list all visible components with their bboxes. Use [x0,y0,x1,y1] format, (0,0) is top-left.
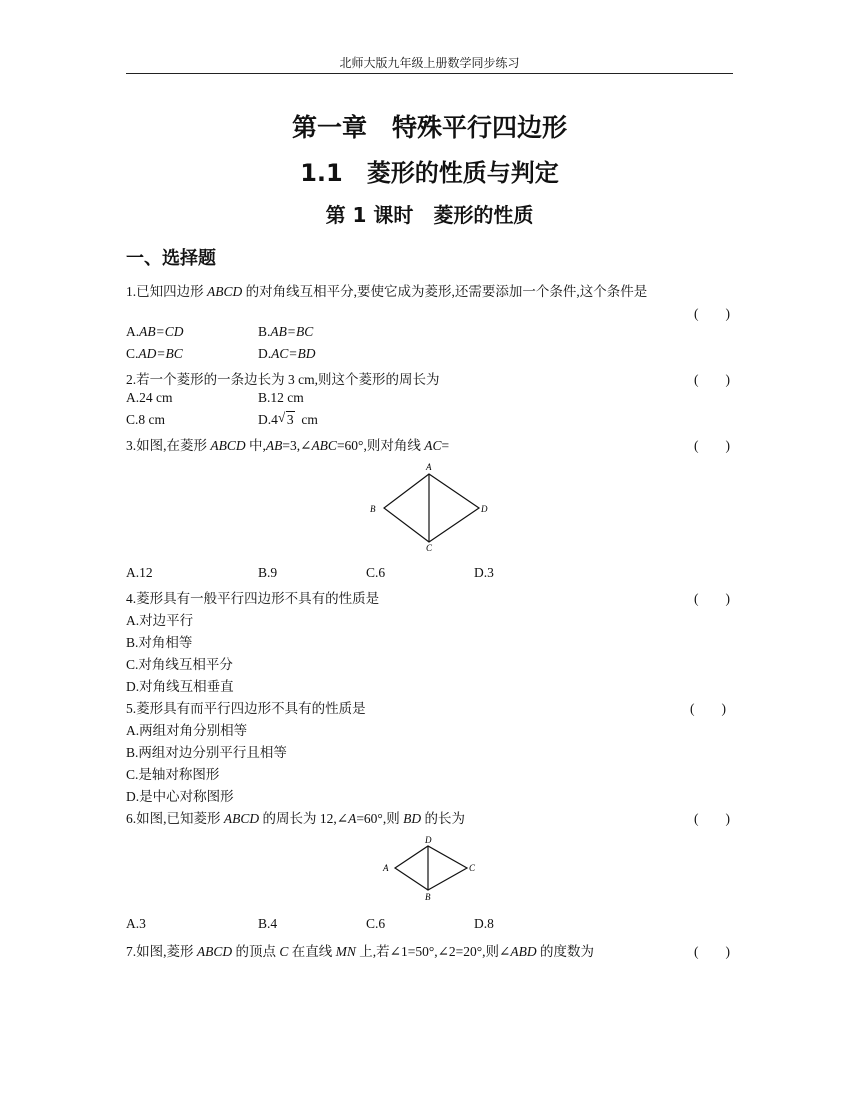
option-d: D.3 [474,565,494,580]
option-c: C.AD=BC [126,346,183,361]
vertex-label-b: B [370,504,376,514]
option-c: C.6 [366,916,386,931]
option-a: A.AB=CD [126,324,184,339]
question-2-stem: 2.若一个菱形的一条边长为 3 cm,则这个菱形的周长为 [126,372,440,387]
vertex-label-d: D [481,504,488,514]
vertex-label-c: C [469,863,476,873]
option-a: A.12 [126,565,153,580]
rhombus-figure-q3 [365,458,495,554]
answer-paren: ( ) [694,944,730,959]
vertex-label-a: A [383,863,389,873]
vertex-label-a: A [426,462,432,472]
answer-paren: ( ) [694,811,730,826]
option-c: C.8 cm [126,412,165,427]
option-c: C.6 [366,565,386,580]
option-b: B.AB=BC [258,324,314,339]
question-7-stem: 7.如图,菱形 ABCD 的顶点 C 在直线 MN 上,若∠1=50°,∠2=20°,则∠ABD 的度数为 [126,944,594,959]
option-c: C.对角线互相平分 [126,657,233,672]
sqrt-symbol: √ 3 [277,410,294,427]
answer-paren: ( ) [694,591,730,606]
rhombus-figure-q6 [378,834,478,904]
option-d: D.对角线互相垂直 [126,679,234,694]
part-heading: 一、选择题 [126,248,216,269]
option-b: B.两组对边分别平行且相等 [126,745,287,760]
answer-paren: ( ) [694,306,730,321]
answer-paren: ( ) [694,372,730,387]
answer-paren: ( ) [694,438,730,453]
option-c: C.是轴对称图形 [126,767,220,782]
option-a: A.对边平行 [126,613,194,628]
question-3-stem: 3.如图,在菱形 ABCD 中,AB=3,∠ABC=60°,则对角线 AC= [126,438,450,453]
question-4-stem: 4.菱形具有一般平行四边形不具有的性质是 [126,591,380,606]
answer-paren: ( ) [690,701,726,716]
option-d: D.8 [474,916,494,931]
section-title: 1.1 菱形的性质与判定 [300,159,559,187]
question-1-stem: 1.已知四边形 ABCD 的对角线互相平分,要使它成为菱形,还需要添加一个条件,这个条件是 [126,284,648,299]
vertex-label-d: D [425,835,432,845]
vertex-label-b: B [425,892,431,902]
option-b: B.12 cm [258,390,304,405]
option-b: B.4 [258,916,278,931]
option-a: A.3 [126,916,146,931]
option-d: D.是中心对称图形 [126,789,234,804]
lesson-title: 第 1 课时 菱形的性质 [325,203,534,227]
question-6-stem: 6.如图,已知菱形 ABCD 的周长为 12,∠A=60°,则 BD 的长为 [126,811,465,826]
option-a: A.24 cm [126,390,173,405]
question-5-stem: 5.菱形具有而平行四边形不具有的性质是 [126,701,366,716]
option-a: A.两组对角分别相等 [126,723,248,738]
header-rule [126,73,733,74]
option-d: D.AC=BD [258,346,316,361]
option-b: B.9 [258,565,278,580]
option-b: B.对角相等 [126,635,193,650]
page-header: 北师大版九年级上册数学同步练习 [339,56,520,70]
chapter-title: 第一章 特殊平行四边形 [291,113,567,142]
option-d: D.4 √ 3 cm [258,410,318,427]
vertex-label-c: C [426,543,433,553]
